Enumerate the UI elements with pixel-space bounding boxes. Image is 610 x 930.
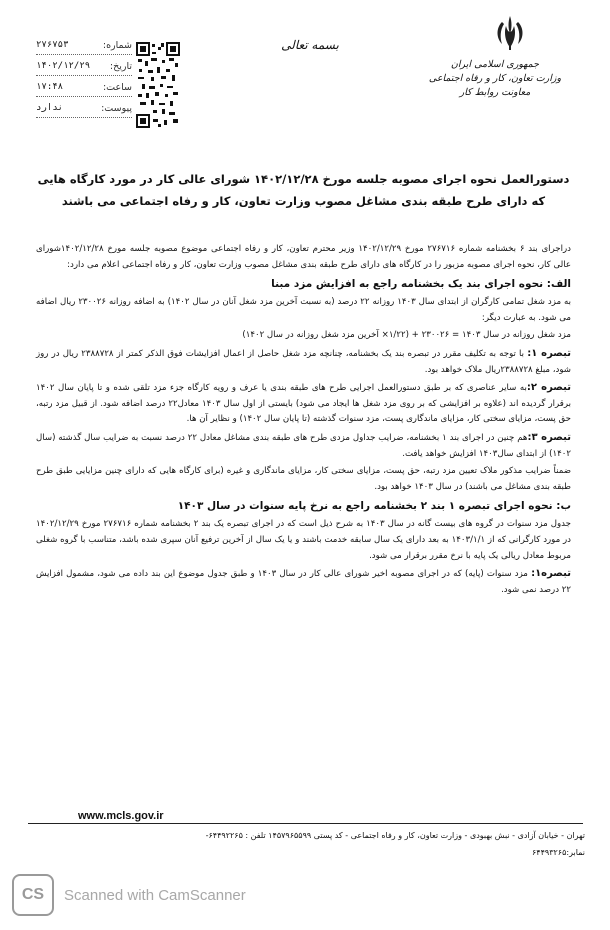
section-a-heading: الف: نحوه اجرای بند یک بخشنامه راجع به افزایش مزد مبنا	[271, 278, 571, 291]
footer-address: تهران - خیابان آزادی - نبش بهبودی - وزارت تعاون، کار و رفاه اجتماعی - کد پستی ۱۴۵۷۹۶۵۵۹۹ تلفن : ۶۴۴۹۲۲۶۵-	[205, 831, 585, 840]
letterhead	[0, 0, 610, 140]
watermark-text: Scanned with CamScanner	[64, 886, 246, 904]
meta-label: پیوست:	[101, 102, 132, 114]
intro-paragraph: دراجرای بند ۶ بخشنامه شماره ۲۷۶۷۱۶ مورخ ۱۴۰۲/۱۲/۲۹ وزیر محترم تعاون، کار و رفاه اجتماعی موضوع مصوبه جلسه مورخ ۱۴۰۲/۱۲/۲۸شورای عالی کار، نحوه اجرای مصوبه مزبور را در کارگاه های دارای طرح طبقه بندی مشاغل مصوب وزارت تعاون، کار و رفاه اجتماعی اعلام می دارد:	[36, 244, 571, 270]
note-3-text: هم چنین در اجرای بند ۱ بخشنامه، ضرایب جداول مزدی طرح های طبقه بندی مشاغل معادل ۲۲ درصد نسبت به ضرایب سال گذشته (سال ۱۴۰۲) از ابتدای سال۱۴۰۳ افزایش خواهد یافت.	[36, 432, 571, 459]
note-4-text: مزد سنوات (پایه) که در اجرای مصوبه اخیر شورای عالی کار در سال ۱۴۰۳ و طبق جدول موضوع این بند داده می شود، مشمول افزایش ۲۲ درصد نمی شود.	[36, 569, 571, 595]
invocation-text: بسمه تعالی	[281, 38, 339, 52]
website-link[interactable]: www.mcls.gov.ir	[78, 810, 164, 822]
note-1	[36, 346, 571, 378]
camscanner-logo-icon: CS	[12, 874, 54, 916]
meta-row-attachment	[36, 99, 132, 118]
section-a-paragraph: به مزد شغل تمامی کارگران از ابتدای سال ۱۴۰۳ روزانه ۲۲ درصد (به نسبت آخرین مزد شغل آنان در سال ۱۴۰۲) به اضافه روزانه ۲۳۰۰۲۶ ریال اضافه می شود. به عبارت دیگر:	[36, 297, 571, 323]
note-4-label: تبصره۱:	[531, 568, 571, 580]
qr-code-icon	[136, 42, 180, 128]
meta-row-time	[36, 78, 132, 97]
note-2-label: تبصره ۲:	[526, 382, 571, 394]
letter-attachment: ندارد	[36, 103, 64, 113]
section-b-heading: ب: نحوه اجرای تبصره ۱ بند ۲ بخشنامه راجع به نرخ پایه سنوات در سال ۱۴۰۳	[177, 500, 571, 513]
note-3-label: تبصره ۳:	[527, 431, 572, 443]
document-body	[36, 168, 571, 600]
note-1-label: تبصره ۱:	[527, 347, 571, 359]
meta-row-date	[36, 57, 132, 76]
org-line-ministry: وزارت تعاون، کار و رفاه اجتماعی	[428, 73, 562, 84]
org-line-country: جمهوری اسلامی ایران	[450, 59, 540, 70]
organization-name	[420, 58, 570, 100]
iran-emblem-icon	[488, 12, 532, 56]
footer-divider	[28, 823, 583, 824]
scanner-watermark	[12, 873, 246, 917]
letter-meta	[36, 36, 132, 120]
meta-label: تاریخ:	[109, 60, 132, 72]
section-a-formula: مزد شغل روزانه در سال ۱۴۰۳ = ۲۳۰۰۲۶ + (۱/۲۲× آخرین مزد شغل روزانه در سال ۱۴۰۲)	[242, 330, 571, 341]
note-2	[36, 380, 571, 428]
note-2-text: به سایر عناصری که بر طبق دستورالعمل اجرایی طرح های طبقه بندی یا عرف و رویه کارگاه جزء مزد تلقی شده و تا پایان سال ۱۴۰۲ برقرار گردیده اند (علاوه بر افزایشی که بر روی مزد شغل ها ایجاد می شود) بایستی از اول سال ۱۴۰۳ معادل۲۲ درصد اضافه شود. از قبیل مزد رتبه، حق پست، مزایای سختی کار، مزایای ماندگاری پست، مزد سنوات گذشته (تا پایان سال ۱۴۰۲) و نظایر آن ها.	[36, 383, 572, 425]
note-3-continuation: ضمناً ضرایب مذکور ملاک تعیین مزد رتبه، حق پست، مزایای سختی کار، مزایای ماندگاری و غیره (برای کارگاه هایی که دارای چنین مزایایی طبق طرح طبقه بندی مشاغل می باشند) در سال ۱۴۰۳ خواهد بود.	[36, 466, 571, 492]
meta-row-number	[36, 36, 132, 55]
meta-label: شماره:	[102, 39, 132, 51]
letter-date: ۱۴۰۲/۱۲/۲۹	[36, 61, 91, 71]
org-line-department: معاونت روابط کار	[459, 87, 531, 98]
section-b-paragraph: جدول مزد سنوات در گروه های بیست گانه در سال ۱۴۰۳ به شرح ذیل است که در اجرای تبصره یک بند ۲ بخشنامه شماره ۲۷۶۷۱۶ مورخ ۱۴۰۲/۱۲/۲۹ در مورد کارگرانی که از ۱۴۰۳/۱/۱ به بعد دارای یک سال سابقه خدمت باشند و یا یک سال از آخرین ترفیع آنان سپری شده باشد، متناسب با گروه شغلی مربوط معادل ریالی یک پایه با نرخ مقرر برقرار می شود.	[36, 519, 571, 561]
letter-time: ۱۷:۴۸	[36, 82, 64, 92]
footer-fax: نمابر:۶۴۴۹۳۲۶۵	[532, 848, 585, 857]
note-4	[36, 566, 571, 598]
letter-number: ۲۷۶۷۵۳	[36, 40, 69, 50]
note-3	[36, 430, 571, 462]
document-title: دستورالعمل نحوه اجرای مصوبه جلسه مورخ ۱۴۰۲/۱۲/۲۸ شورای عالی کار در مورد کارگاه هایی که دارای طرح طبقه بندی مشاغل مصوب وزارت تعاون، کار و رفاه اجتماعی می باشند	[37, 172, 570, 208]
note-1-text: با توجه به تکلیف مقرر در تبصره بند یک بخشنامه، چنانچه مزد شغل حاصل از اعمال افزایشات فوق الذکر کمتر از ۲۳۸۸۷۲۸ ریال در روز شود، مبلغ ۲۳۸۸۷۲۸ریال ملاک خواهد بود.	[36, 348, 571, 375]
meta-label: ساعت:	[102, 81, 132, 93]
